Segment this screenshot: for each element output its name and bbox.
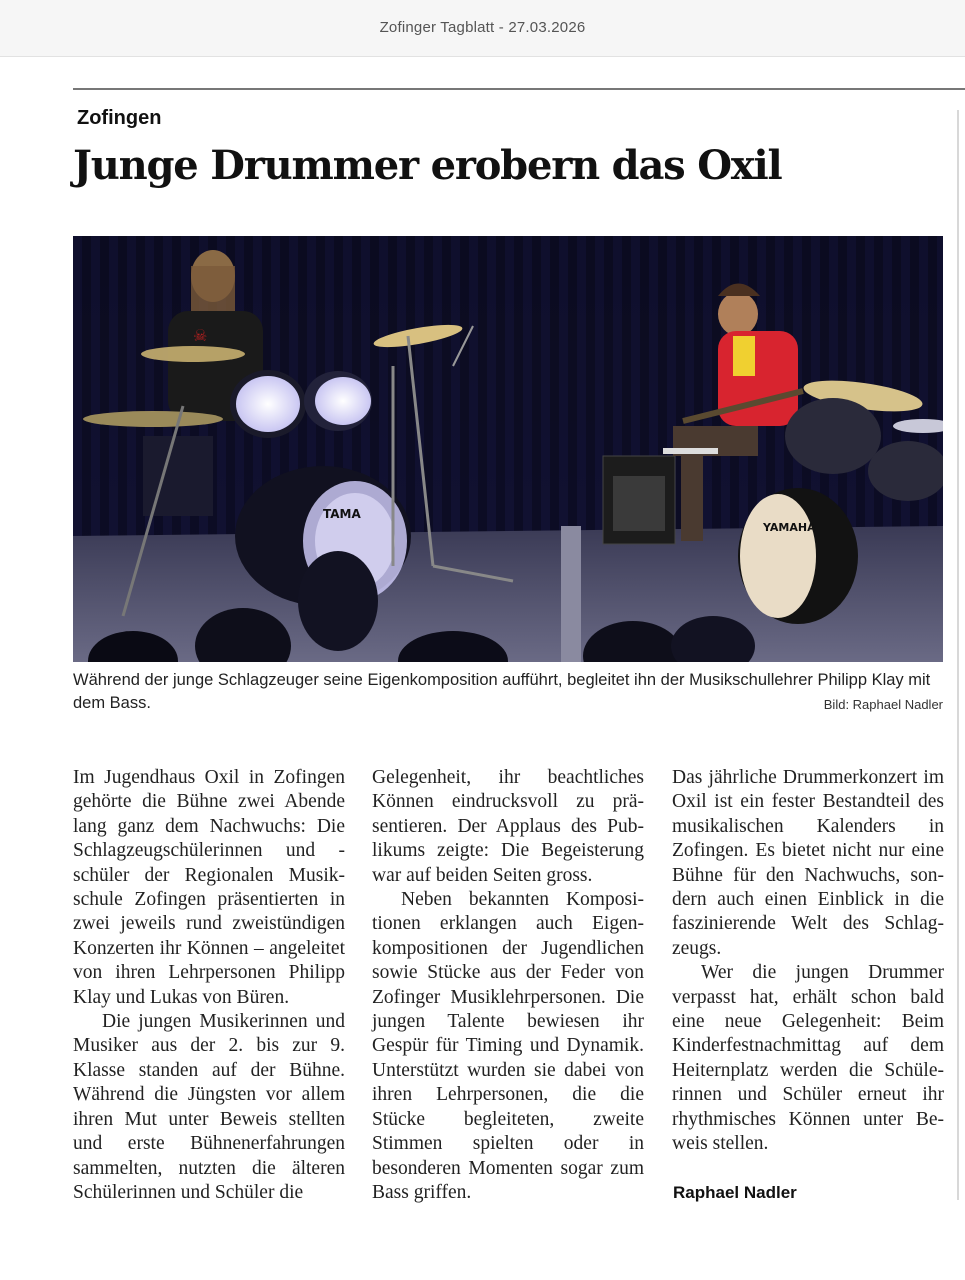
page-edge-line [957, 110, 959, 1200]
paragraph: Gelegenheit, ihr beachtliches Können eindrucksvoll zu präsentieren. Der Applaus des Publikums zeigte: Die Begeisterung war auf beiden Seiten gross. [372, 767, 644, 886]
article-headline: Junge Drummer erobern das Oxil [73, 142, 782, 189]
article-column-1 [73, 766, 345, 1205]
paragraph: Wer die jungen Drummer verpasst hat, erhält schon bald eine neue Gelegenheit: Beim Kinderfestnachmittag auf dem Heiternplatz werden die Schülerinnen und Schüler erneut ihr rhythmisches Können unter Beweis stellen. [672, 962, 944, 1155]
article-column-2 [372, 766, 644, 1205]
drum-brand-label-2: YAMAHA [763, 521, 816, 534]
paragraph: Im Jugendhaus Oxil in Zofingen gehörte die Bühne zwei Abende lang ganz dem Nachwuchs: Die Schlagzeugschülerinnen und -schüler der Regionalen Musikschule Zofingen präsentierten in zwei jeweils rund zweistündigen Konzerten ihr Können – angeleitet von ihren Lehrpersonen Philipp Klay und Lukas von Büren. [73, 767, 345, 1008]
header-rule [73, 88, 965, 90]
paragraph: Das jährliche Drummerkonzert im Oxil ist ein fester Bestandteil des musikalischen Kalenders in Zofingen. Es bietet nicht nur eine Bühne für den Nachwuchs, sondern auch einen Einblick in die faszinierende Welt des Schlagzeugs. [672, 767, 944, 959]
drum-brand-label: TAMA [323, 507, 361, 521]
svg-text:☠: ☠ [193, 326, 208, 345]
photo-caption: Während der junge Schlagzeuger seine Eigenkomposition aufführt, begleitet ihn der Musikschullehrer Philipp Klay mit dem Bass. [73, 671, 931, 712]
article-column-3 [672, 766, 944, 1157]
paragraph: Die jungen Musikerinnen und Musiker aus der 2. bis zur 9. Klasse standen auf der Bühne. Während die Jüngsten vor allem ihren Mut unter Beweis stellten und erste Bühnenerfahrungen sammelten, nutzten die älteren Schülerinnen und Schüler die [73, 1011, 345, 1203]
article-photo[interactable] [73, 236, 943, 662]
publication-date-title: Zofinger Tagblatt - 27.03.2026 [379, 19, 586, 36]
top-bar [0, 0, 965, 57]
paragraph: Neben bekannten Kompositionen erklangen auch Eigenkompositionen der Jugendlichen sowie Stücke aus der Feder von Zofinger Musiklehrpersonen. Die jungen Talente bewiesen ihr Gespür für Timing und Dynamik. Unterstützt wurden sie dabei von ihren Lehrpersonen, die die Stücke begleiteten, zweite Stimmen spielten oder in besonderen Momenten sogar zum Bass griffen. [372, 889, 644, 1203]
photo-credit: Bild: Raphael Nadler [823, 697, 943, 712]
section-kicker: Zofingen [77, 107, 162, 129]
article-author: Raphael Nadler [673, 1183, 797, 1202]
